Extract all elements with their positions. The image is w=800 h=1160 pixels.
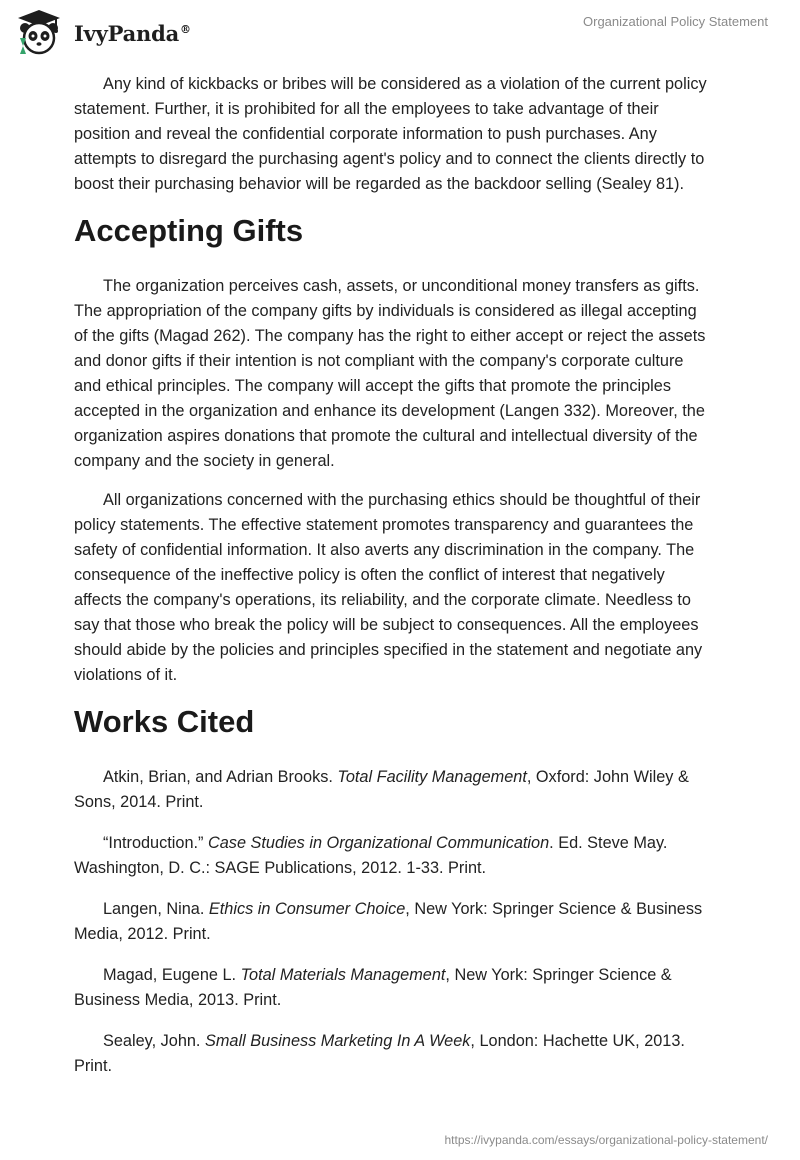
text-line: The appropriation of the company gifts by individuals is considered as illegal accepting <box>74 302 697 320</box>
intro-paragraph <box>74 72 724 197</box>
text-line: violations of it. <box>74 666 178 684</box>
text-line: The organization perceives cash, assets, or unconditional money transfers as gifts. <box>103 277 700 295</box>
citation-title: Total Facility Management <box>337 768 527 786</box>
citation-title: Case Studies in Organizational Communication <box>207 834 550 852</box>
text-line: affects the company's operations, its reliability, and the corporate climate. Needless to <box>74 591 691 609</box>
gifts-paragraph-1 <box>74 274 724 474</box>
citation-entry <box>74 897 724 947</box>
text-line: and donor gifts if their intention is not compliant with the company's corporate culture <box>74 352 684 370</box>
text-line: boost their purchasing behavior will be regarded as the backdoor selling (Sealey 81). <box>74 175 684 193</box>
citation-line: Media, 2012. Print. <box>74 925 211 943</box>
citation-line: Sons, 2014. Print. <box>74 793 204 811</box>
text-line: accepted in the organization and enhance its development (Langen 332). Moreover, the <box>74 402 705 420</box>
citation-entry <box>74 1029 724 1079</box>
citation-title: Total Materials Management <box>240 966 446 984</box>
heading-works-cited: Works Cited <box>74 704 255 739</box>
text-line: should abide by the policies and principles specified in the statement and negotiate any <box>74 641 703 659</box>
text-line: safety of confidential information. It also averts any discrimination in the company. The <box>74 541 695 559</box>
citation-entry <box>74 765 724 815</box>
running-head-title: Organizational Policy Statement <box>583 14 768 29</box>
citation-title: Small Business Marketing In A Week <box>204 1032 471 1050</box>
text-line: policy statements. The effective statement promotes transparency and guarantees the <box>74 516 694 534</box>
text-line: Any kind of kickbacks or bribes will be considered as a violation of the current policy <box>103 75 707 93</box>
source-url[interactable]: https://ivypanda.com/essays/organizational-policy-statement/ <box>444 1133 768 1147</box>
citation-entry <box>74 831 724 881</box>
citation-line: “Introduction.” Case Studies in Organizational Communication. Ed. Steve May. <box>103 834 668 852</box>
brand-name: IvyPanda® <box>74 20 191 46</box>
citation-line: Business Media, 2013. Print. <box>74 991 282 1009</box>
citation-line: Print. <box>74 1057 113 1075</box>
citation-line: Langen, Nina. Ethics in Consumer Choice, New York: Springer Science & Business <box>103 900 703 918</box>
text-line: and ethical principles. The company will accept the gifts that promote the principles <box>74 377 671 395</box>
citation-line: Atkin, Brian, and Adrian Brooks. Total Facility Management, Oxford: John Wiley & <box>103 768 689 786</box>
essay-content <box>74 72 724 1095</box>
text-line: attempts to disregard the purchasing agent's policy and to connect the clients directly to <box>74 150 705 168</box>
text-line: All organizations concerned with the purchasing ethics should be thoughtful of their <box>103 491 701 509</box>
heading-accepting-gifts: Accepting Gifts <box>74 213 304 248</box>
text-line: say that those who break the policy will be subject to consequences. All the employees <box>74 616 699 634</box>
text-line: company and the society in general. <box>74 452 335 470</box>
citation-title: Ethics in Consumer Choice <box>208 900 406 918</box>
text-line: statement. Further, it is prohibited for all the employees to take advantage of their <box>74 100 659 118</box>
text-line: organization aspires donations that promote the cultural and intellectual diversity of the <box>74 427 698 445</box>
citation-line: Magad, Eugene L. Total Materials Management, New York: Springer Science & <box>103 966 672 984</box>
citation-line: Washington, D. C.: SAGE Publications, 2012. 1-33. Print. <box>74 859 487 877</box>
text-line: of the gifts (Magad 262). The company has the right to either accept or reject the assets <box>74 327 706 345</box>
text-line: position and reveal the confidential corporate information to push purchases. Any <box>74 125 657 143</box>
text-line: consequence of the ineffective policy is often the conflict of interest that negatively <box>74 566 665 584</box>
panda-graduate-icon <box>14 8 64 58</box>
citation-line: Sealey, John. Small Business Marketing In A Week, London: Hachette UK, 2013. <box>103 1032 685 1050</box>
ivypanda-logo[interactable] <box>14 8 191 58</box>
gifts-paragraph-2 <box>74 488 724 688</box>
citation-entry <box>74 963 724 1013</box>
